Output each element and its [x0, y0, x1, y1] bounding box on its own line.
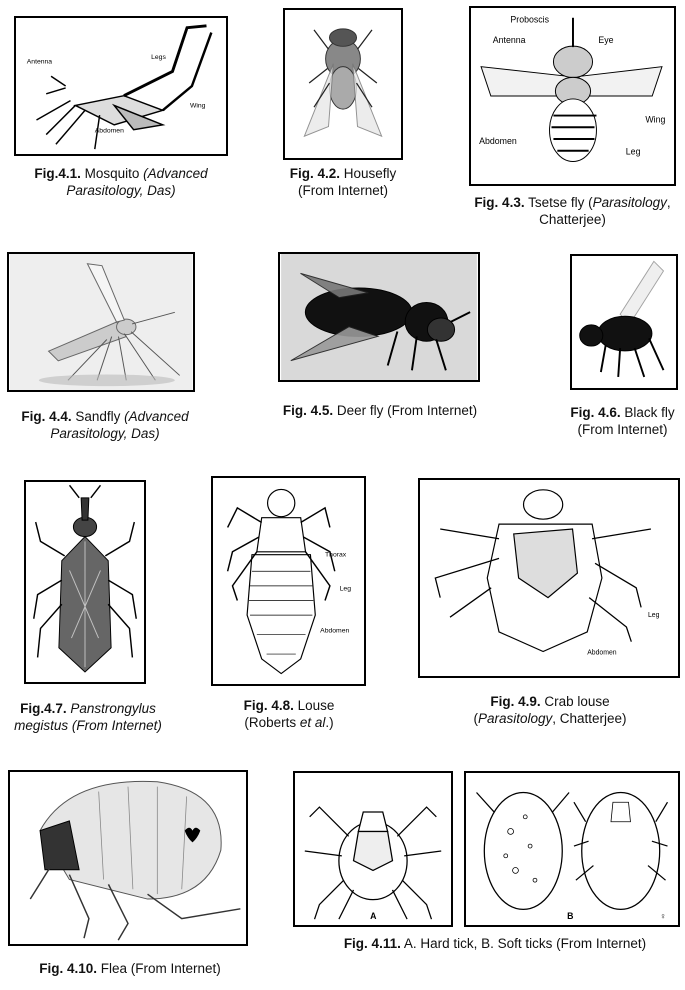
figure-mosquito	[14, 16, 228, 156]
figure-hard-tick	[293, 771, 453, 927]
label-abdomen: Abdomen	[479, 135, 517, 146]
label-abdomen: Abdomen	[94, 127, 124, 135]
label-antenna: Antenna	[26, 58, 53, 66]
caption-4-5: Fig. 4.5. Deer fly (From Internet)	[282, 403, 478, 418]
caption-4-4: Fig. 4.4. Sandfly (Advanced Parasitology, Das)	[21, 409, 189, 441]
panstrongylus-illustration	[26, 482, 144, 682]
sandfly-illustration	[9, 254, 193, 390]
louse-illustration	[213, 478, 364, 684]
figure-housefly	[283, 8, 403, 160]
label-thorax: Thorax	[325, 551, 347, 559]
caption-4-10: Fig. 4.10. Flea (From Internet)	[39, 961, 221, 976]
label-abdomen: Abdomen	[320, 627, 350, 635]
crab-louse-illustration	[420, 480, 678, 676]
mosquito-illustration	[16, 18, 226, 154]
figure-tsetse-fly	[469, 6, 676, 186]
caption-4-7: Fig.4.7. Panstrongylus megistus (From Internet)	[14, 701, 162, 733]
label-legs: Legs	[151, 53, 166, 61]
figure-deer-fly	[278, 252, 480, 382]
figure-louse	[211, 476, 366, 686]
black-fly-illustration	[572, 256, 676, 388]
hard-tick-illustration	[295, 773, 451, 925]
caption-4-2: Fig. 4.2. Housefly (From Internet)	[289, 166, 397, 198]
tsetse-fly-illustration	[471, 8, 674, 184]
deer-fly-illustration	[280, 254, 478, 380]
flea-illustration	[10, 772, 246, 944]
label-leg: Leg	[647, 612, 660, 620]
label-leg: Leg	[625, 146, 641, 157]
caption-4-8: Fig. 4.8. Louse (Roberts et al.)	[243, 698, 335, 730]
label-b: B	[567, 911, 574, 922]
caption-4-6: Fig. 4.6. Black fly (From Internet)	[570, 405, 675, 437]
caption-4-3: Fig. 4.3. Tsetse fly (Parasitology, Chatterjee)	[474, 195, 671, 227]
housefly-illustration	[285, 10, 401, 158]
figure-flea	[8, 770, 248, 946]
label-antenna: Antenna	[492, 35, 526, 46]
soft-ticks-illustration	[466, 773, 678, 925]
figure-sandfly	[7, 252, 195, 392]
label-female: ♀	[659, 911, 667, 922]
figure-crab-louse	[418, 478, 680, 678]
caption-4-11: Fig. 4.11. A. Hard tick, B. Soft ticks (From Internet)	[343, 936, 647, 951]
caption-4-1: Fig.4.1. Mosquito (Advanced Parasitology, Das)	[34, 166, 208, 198]
figure-panstrongylus	[24, 480, 146, 684]
label-abdomen: Abdomen	[587, 649, 617, 657]
caption-4-9: Fig. 4.9. Crab louse (Parasitology, Chatterjee)	[473, 694, 627, 726]
figure-soft-ticks	[464, 771, 680, 927]
label-proboscis: Proboscis	[510, 14, 550, 25]
label-a: A	[370, 911, 377, 922]
label-leg: Leg	[339, 585, 351, 593]
label-eye: Eye	[598, 35, 614, 46]
figure-black-fly	[570, 254, 678, 390]
label-wing: Wing	[189, 102, 206, 110]
label-wing: Wing	[645, 114, 666, 125]
